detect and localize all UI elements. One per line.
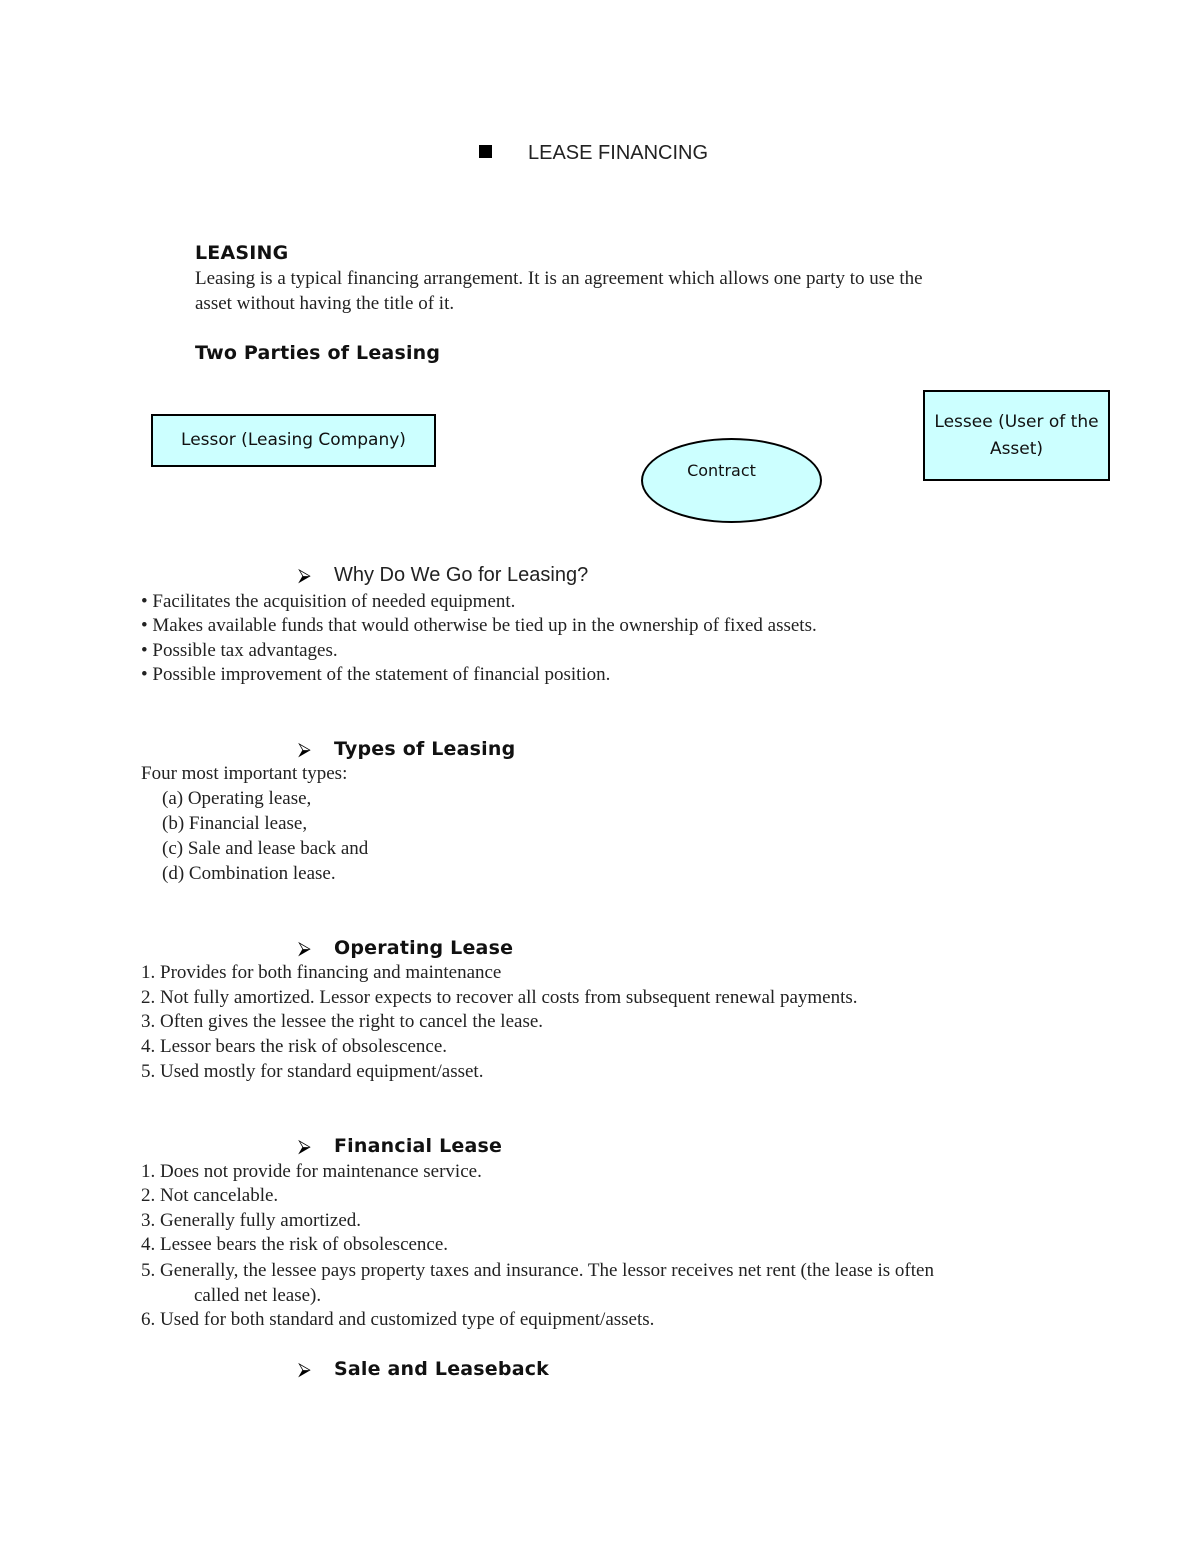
why-bullet-item: • Possible improvement of the statement of financial position. xyxy=(141,664,611,685)
operating-item: 2. Not fully amortized. Lessor expects to recover all costs from subsequent renewal payments. xyxy=(141,987,858,1008)
types-heading: Types of Leasing xyxy=(334,738,516,760)
leasing-definition-line2: asset without having the title of it. xyxy=(195,293,455,314)
sale-leaseback-heading: Sale and Leaseback xyxy=(334,1358,550,1380)
why-bullet-item: • Possible tax advantages. xyxy=(141,640,338,661)
financial-item: 4. Lessee bears the risk of obsolescence. xyxy=(141,1234,449,1255)
sale-leaseback-heading-row xyxy=(298,1358,549,1380)
why-bullet-text: Possible tax advantages. xyxy=(152,640,338,661)
types-item: (a) Operating lease, xyxy=(162,788,312,809)
financial-item: 3. Generally fully amortized. xyxy=(141,1210,362,1231)
document-title-text: LEASE FINANCING xyxy=(528,142,709,164)
operating-item: 1. Provides for both financing and maintenance xyxy=(141,962,502,983)
types-item: (b) Financial lease, xyxy=(162,813,308,834)
financial-heading: Financial Lease xyxy=(334,1135,503,1157)
leasing-heading: LEASING xyxy=(195,242,289,264)
types-intro: Four most important types: xyxy=(141,763,348,784)
financial-item-continuation: called net lease). xyxy=(194,1285,322,1306)
lessee-label: Lessee (User of the Asset) xyxy=(934,411,1099,459)
document-title xyxy=(479,142,708,165)
why-bullet-item: • Makes available funds that would otherwise be tied up in the ownership of fixed assets. xyxy=(141,615,817,636)
operating-heading: Operating Lease xyxy=(334,937,514,959)
operating-heading-row xyxy=(298,937,513,959)
contract-ellipse xyxy=(641,438,822,523)
types-item: (c) Sale and lease back and xyxy=(162,838,369,859)
why-heading-row xyxy=(298,564,588,587)
arrow-bullet-icon: ⮚ xyxy=(298,565,311,586)
operating-item: 3. Often gives the lessee the right to cancel the lease. xyxy=(141,1011,544,1032)
lessee-box xyxy=(923,390,1110,481)
arrow-bullet-icon: ⮚ xyxy=(298,1136,311,1157)
lessor-label: Lessor (Leasing Company) xyxy=(181,430,406,450)
types-item: (d) Combination lease. xyxy=(162,863,336,884)
financial-item: 2. Not cancelable. xyxy=(141,1185,279,1206)
why-heading: Why Do We Go for Leasing? xyxy=(334,564,589,586)
why-bullet-text: Makes available funds that would otherwise be tied up in the ownership of fixed assets. xyxy=(152,615,817,636)
operating-item: 5. Used mostly for standard equipment/asset. xyxy=(141,1061,484,1082)
contract-label: Contract xyxy=(687,461,756,480)
lessor-box xyxy=(151,414,436,467)
why-bullet-text: Possible improvement of the statement of financial position. xyxy=(152,664,611,685)
two-parties-heading: Two Parties of Leasing xyxy=(195,342,441,364)
financial-item: 1. Does not provide for maintenance service. xyxy=(141,1161,482,1182)
leasing-definition-line1: Leasing is a typical financing arrangement. It is an agreement which allows one party to use the xyxy=(195,268,923,289)
types-heading-row xyxy=(298,738,515,760)
arrow-bullet-icon: ⮚ xyxy=(298,938,311,959)
why-bullet-text: Facilitates the acquisition of needed equipment. xyxy=(152,591,516,612)
financial-heading-row xyxy=(298,1135,502,1157)
arrow-bullet-icon: ⮚ xyxy=(298,1359,311,1380)
why-bullet-item: • Facilitates the acquisition of needed equipment. xyxy=(141,591,516,612)
arrow-bullet-icon: ⮚ xyxy=(298,739,311,760)
operating-item: 4. Lessor bears the risk of obsolescence. xyxy=(141,1036,448,1057)
financial-item: 6. Used for both standard and customized type of equipment/assets. xyxy=(141,1309,655,1330)
financial-item: 5. Generally, the lessee pays property taxes and insurance. The lessor receives net rent (the lease is often xyxy=(141,1260,934,1281)
square-bullet-icon xyxy=(479,145,492,158)
